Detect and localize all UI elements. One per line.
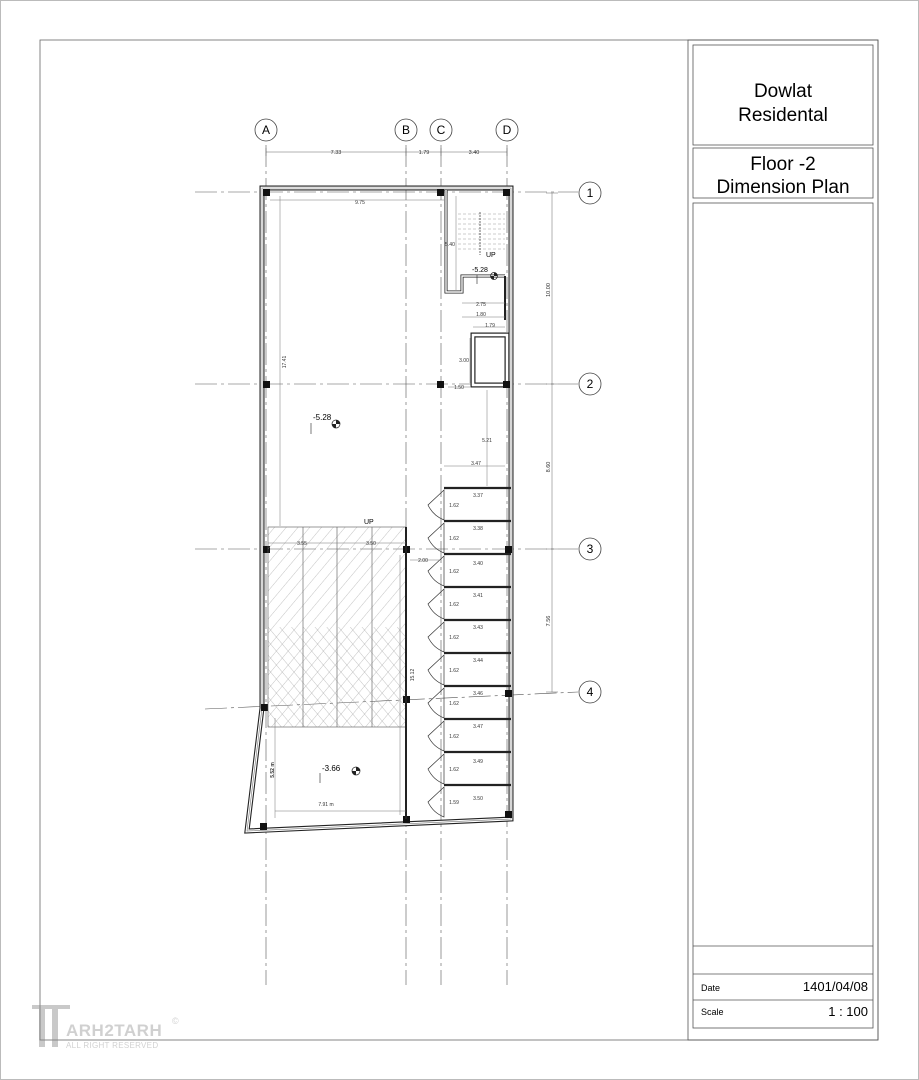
grid-label-2: 2 [586, 377, 594, 391]
drawing-title-line1: Floor -2 [750, 154, 816, 175]
dim-stair-w: 2.75 [476, 302, 486, 308]
watermark-brand: ARH2TARH [66, 1021, 163, 1040]
room-depth-1: 1.62 [449, 503, 459, 509]
drawing-title-line2: Dimension Plan [716, 177, 850, 198]
watermark-sub: ALL RIGHT RESERVED [66, 1041, 159, 1050]
room-width-2: 3.38 [473, 526, 483, 532]
dim-shaft-bottom: 1.50 [454, 385, 464, 391]
stair-up-label: UP [486, 252, 496, 259]
lower-level-label: -3.66 [322, 764, 341, 773]
stair-level-label: -5.28 [472, 267, 488, 274]
level-marker-main-icon [311, 420, 340, 434]
dim-ramp-w1: 3.55 [297, 541, 307, 547]
room-width-7: 3.46 [473, 691, 483, 697]
room-depth-2: 1.62 [449, 536, 459, 542]
dim-ramp-gap: 2.00 [418, 558, 428, 564]
dim-bottom-h: 5.52 m [270, 762, 276, 778]
room-depth-8: 1.62 [449, 734, 459, 740]
dim-right-12: 10.00 [546, 283, 552, 297]
room-dimensions [449, 493, 483, 806]
title-block [688, 40, 878, 1040]
room-depth-10: 1.59 [449, 800, 459, 806]
room-width-1: 3.37 [473, 493, 483, 499]
room-depth-3: 1.62 [449, 569, 459, 575]
outer-walls [247, 188, 511, 831]
ramp-up-label: UP [364, 519, 374, 526]
grid-label-c: C [436, 123, 446, 137]
room-depth-4: 1.62 [449, 602, 459, 608]
dim-corridor-h: 5.21 [482, 438, 492, 444]
grid-label-a: A [261, 123, 271, 137]
main-level-label: -5.28 [313, 413, 332, 422]
dim-right-23: 8.60 [546, 461, 552, 473]
grid-label-d: D [502, 123, 512, 137]
structural-columns [260, 189, 512, 830]
room-width-4: 3.41 [473, 593, 483, 599]
stair-core [446, 190, 505, 320]
dim-right-34: 7.56 [546, 615, 552, 627]
ramp [268, 527, 406, 819]
date-value: 1401/04/08 [802, 979, 868, 994]
dim-shaft-w: 1.79 [485, 323, 495, 329]
shaft [473, 335, 507, 385]
room-depth-7: 1.62 [449, 701, 459, 707]
grid-label-1: 1 [586, 186, 594, 200]
dim-left-full: 17.41 [282, 355, 288, 369]
level-marker-stair-icon [477, 273, 498, 285]
dim-bottom-w: 7.91 m [318, 802, 334, 808]
project-name-line1: Dowlat [753, 81, 813, 102]
dim-top-cd: 3.40 [468, 150, 480, 156]
room-depth-9: 1.62 [449, 767, 459, 773]
room-width-6: 3.44 [473, 658, 483, 664]
grid-label-3: 3 [586, 542, 594, 556]
room-width-9: 3.49 [473, 759, 483, 765]
date-label: Date [701, 983, 721, 993]
dim-stair-h: 5.40 [445, 242, 455, 248]
door-swings [428, 490, 444, 817]
dim-stair-gap: 1.80 [476, 312, 486, 318]
room-width-3: 3.40 [473, 561, 483, 567]
dim-ramp-len: 15.12 [410, 668, 416, 682]
grid-label-b: B [401, 123, 411, 137]
room-depth-6: 1.62 [449, 668, 459, 674]
room-width-5: 3.43 [473, 625, 483, 631]
dim-ramp-w2: 3.50 [366, 541, 376, 547]
watermark-copyright: © [172, 1016, 179, 1026]
scale-value: 1 : 100 [828, 1004, 868, 1019]
project-name-line2: Residental [738, 105, 828, 126]
dim-inner-top: 9.75 [355, 200, 365, 206]
room-width-10: 3.50 [473, 796, 483, 802]
scale-label: Scale [701, 1007, 724, 1017]
dim-top-bc: 1.79 [418, 150, 430, 156]
watermark-logo [32, 1005, 179, 1050]
room-width-8: 3.47 [473, 724, 483, 730]
dim-corridor-w: 3.47 [471, 461, 481, 467]
room-depth-5: 1.62 [449, 635, 459, 641]
stair-treads [458, 212, 505, 255]
dim-shaft-h: 3.00 [459, 358, 469, 364]
dim-top-ab: 7.33 [330, 150, 342, 156]
grid-label-4: 4 [586, 685, 594, 699]
